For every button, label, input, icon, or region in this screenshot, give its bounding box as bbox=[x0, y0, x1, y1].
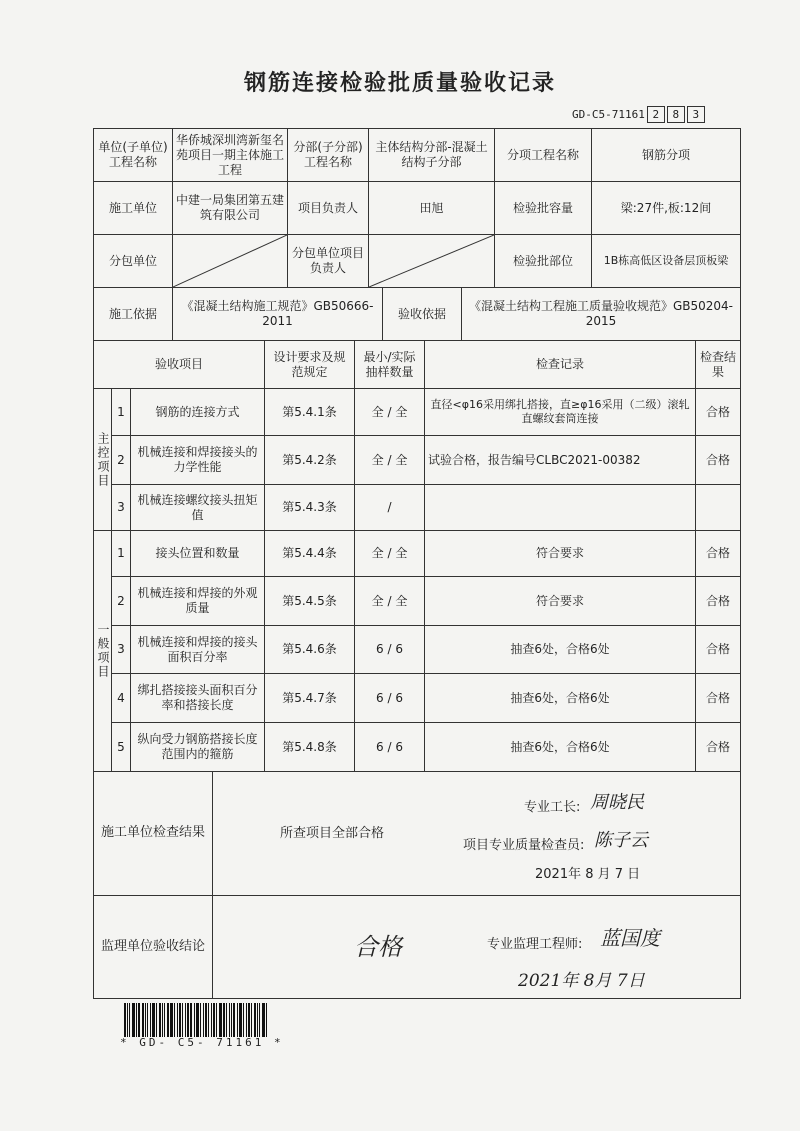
contractor-value: 中建一局集团第五建筑有限公司 bbox=[172, 181, 288, 235]
row-sample: 6 / 6 bbox=[354, 673, 425, 723]
supervision-date: 2021年 8月 7日 bbox=[518, 971, 645, 991]
row-sample: / bbox=[354, 484, 425, 531]
main-group-label: 主控项目 bbox=[93, 388, 112, 531]
subcontractor-label: 分包单位 bbox=[93, 234, 173, 288]
barcode-bar bbox=[219, 1003, 222, 1037]
row-sample: 全 / 全 bbox=[354, 576, 425, 626]
capacity-value: 梁:27件,板:12间 bbox=[591, 181, 741, 235]
row-record: 符合要求 bbox=[424, 530, 696, 577]
row-no: 1 bbox=[111, 388, 131, 436]
row-name: 机械连接和焊接接头的力学性能 bbox=[130, 435, 265, 485]
row-sample: 全 / 全 bbox=[354, 435, 425, 485]
barcode-bar bbox=[243, 1003, 244, 1037]
row-record: 符合要求 bbox=[424, 576, 696, 626]
barcode-bar bbox=[152, 1003, 155, 1037]
barcode-bar bbox=[150, 1003, 151, 1037]
row-result: 合格 bbox=[695, 576, 741, 626]
accept-label: 验收依据 bbox=[382, 287, 462, 341]
barcode-bar bbox=[248, 1003, 250, 1037]
barcode-bar bbox=[208, 1003, 209, 1037]
barcode-bar bbox=[200, 1003, 201, 1037]
capacity-label: 检验批容量 bbox=[494, 181, 592, 235]
row-clause: 第5.4.8条 bbox=[264, 722, 355, 772]
item-label: 分项工程名称 bbox=[494, 128, 592, 182]
barcode-bar bbox=[179, 1003, 181, 1037]
row-record: 抽查6处，合格6处 bbox=[424, 625, 696, 674]
row-result: 合格 bbox=[695, 673, 741, 723]
row-result bbox=[695, 484, 741, 531]
barcode-bar bbox=[187, 1003, 189, 1037]
page-title: 钢筋连接检验批质量验收记录 bbox=[243, 71, 556, 96]
construction-date: 2021年 8 月 7 日 bbox=[535, 867, 641, 882]
form-code-box: 2 bbox=[647, 106, 665, 123]
col-record: 检查记录 bbox=[424, 340, 696, 389]
barcode-bar bbox=[205, 1003, 207, 1037]
row-name: 机械连接螺纹接头扭矩值 bbox=[130, 484, 265, 531]
location-label: 检验批部位 bbox=[494, 234, 592, 288]
row-sample: 全 / 全 bbox=[354, 530, 425, 577]
barcode-bar bbox=[266, 1003, 267, 1037]
row-no: 2 bbox=[111, 576, 131, 626]
row-no: 3 bbox=[111, 625, 131, 674]
unit-label: 单位(子单位)工程名称 bbox=[93, 128, 173, 182]
engineer-label: 专业监理工程师: bbox=[487, 937, 583, 952]
foreman-signature: 周晓民 bbox=[590, 792, 644, 813]
construction-conclusion: 所查项目全部合格 bbox=[280, 826, 385, 841]
item-value: 钢筋分项 bbox=[591, 128, 741, 182]
row-record: 抽查6处，合格6处 bbox=[424, 673, 696, 723]
supervision-conclusion: 合格 bbox=[354, 933, 402, 961]
pm-label: 项目负责人 bbox=[287, 181, 369, 235]
barcode-bar bbox=[145, 1003, 146, 1037]
barcode-bar bbox=[239, 1003, 242, 1037]
inspector-label: 项目专业质量检查员: bbox=[463, 838, 585, 853]
basis-value: 《混凝土结构施工规范》GB50666-2011 bbox=[172, 287, 383, 341]
row-sample: 全 / 全 bbox=[354, 388, 425, 436]
row-name: 纵向受力钢筋搭接长度范围内的箍筋 bbox=[130, 722, 265, 772]
row-name: 接头位置和数量 bbox=[130, 530, 265, 577]
general-group-label: 一般项目 bbox=[93, 530, 112, 772]
barcode-bar bbox=[257, 1003, 258, 1037]
col-result: 检查结果 bbox=[695, 340, 741, 389]
barcode-bar bbox=[254, 1003, 256, 1037]
barcode-bar bbox=[167, 1003, 169, 1037]
barcode-bar bbox=[164, 1003, 165, 1037]
supervision-box bbox=[212, 895, 741, 999]
barcode-bar bbox=[259, 1003, 260, 1037]
row-clause: 第5.4.3条 bbox=[264, 484, 355, 531]
barcode-bar bbox=[129, 1003, 130, 1037]
sub-value: 主体结构分部-混凝土结构子分部 bbox=[368, 128, 495, 182]
barcode-bar bbox=[124, 1003, 126, 1037]
row-clause: 第5.4.1条 bbox=[264, 388, 355, 436]
row-record bbox=[424, 484, 696, 531]
row-result: 合格 bbox=[695, 530, 741, 577]
sub-pm-label: 分包单位项目负责人 bbox=[287, 234, 369, 288]
row-record: 直径<φ16采用绑扎搭接，直≥φ16采用（二级）滚轧直螺纹套筒连接 bbox=[424, 388, 696, 436]
row-no: 5 bbox=[111, 722, 131, 772]
barcode-bar bbox=[251, 1003, 252, 1037]
empty-cell-slash bbox=[173, 235, 287, 287]
col-design: 设计要求及规范规定 bbox=[264, 340, 355, 389]
form-code-box: 8 bbox=[667, 106, 685, 123]
barcode-bar bbox=[237, 1003, 238, 1037]
row-clause: 第5.4.4条 bbox=[264, 530, 355, 577]
barcode-bar bbox=[159, 1003, 161, 1037]
row-clause: 第5.4.6条 bbox=[264, 625, 355, 674]
row-result: 合格 bbox=[695, 625, 741, 674]
barcode-bar bbox=[127, 1003, 128, 1037]
barcode-bar bbox=[223, 1003, 225, 1037]
barcode-bar bbox=[216, 1003, 217, 1037]
barcode-text: * GD- C5- 71161 * bbox=[120, 1036, 284, 1049]
row-clause: 第5.4.7条 bbox=[264, 673, 355, 723]
barcode-bar bbox=[262, 1003, 265, 1037]
accept-value: 《混凝土结构工程施工质量验收规范》GB50204-2015 bbox=[461, 287, 741, 341]
row-sample: 6 / 6 bbox=[354, 722, 425, 772]
barcode-bar bbox=[185, 1003, 186, 1037]
row-result: 合格 bbox=[695, 722, 741, 772]
barcode-bar bbox=[203, 1003, 204, 1037]
form-code-prefix: GD-C5-71161 bbox=[572, 108, 645, 121]
row-no: 3 bbox=[111, 484, 131, 531]
barcode bbox=[124, 1003, 284, 1037]
row-no: 2 bbox=[111, 435, 131, 485]
row-sample: 6 / 6 bbox=[354, 625, 425, 674]
barcode-bar bbox=[213, 1003, 215, 1037]
barcode-bar bbox=[231, 1003, 232, 1037]
sub-label: 分部(子分部)工程名称 bbox=[287, 128, 369, 182]
barcode-bar bbox=[226, 1003, 227, 1037]
barcode-bar bbox=[211, 1003, 212, 1037]
barcode-bar bbox=[156, 1003, 157, 1037]
barcode-bar bbox=[136, 1003, 137, 1037]
barcode-bar bbox=[233, 1003, 235, 1037]
basis-label: 施工依据 bbox=[93, 287, 173, 341]
contractor-label: 施工单位 bbox=[93, 181, 173, 235]
col-sample: 最小/实际抽样数量 bbox=[354, 340, 425, 389]
construction-label: 施工单位检查结果 bbox=[93, 771, 213, 896]
foreman-label: 专业工长: bbox=[524, 800, 581, 815]
engineer-signature: 蓝国度 bbox=[600, 926, 660, 950]
row-name: 机械连接和焊接的外观质量 bbox=[130, 576, 265, 626]
barcode-bar bbox=[182, 1003, 183, 1037]
row-record: 抽查6处，合格6处 bbox=[424, 722, 696, 772]
row-name: 绑扎搭接接头面积百分率和搭接长度 bbox=[130, 673, 265, 723]
row-name: 钢筋的连接方式 bbox=[130, 388, 265, 436]
row-result: 合格 bbox=[695, 435, 741, 485]
barcode-bar bbox=[190, 1003, 192, 1037]
row-name: 机械连接和焊接的接头面积百分率 bbox=[130, 625, 265, 674]
supervision-label: 监理单位验收结论 bbox=[93, 895, 213, 999]
inspector-signature: 陈子云 bbox=[594, 830, 648, 851]
barcode-bar bbox=[229, 1003, 230, 1037]
barcode-bar bbox=[194, 1003, 195, 1037]
row-no: 1 bbox=[111, 530, 131, 577]
row-record: 试验合格，报告编号CLBC2021-00382 bbox=[424, 435, 696, 485]
location-value: 1B栋高低区设备层顶板梁 bbox=[591, 234, 741, 288]
pm-value: 田旭 bbox=[368, 181, 495, 235]
col-item: 验收项目 bbox=[93, 340, 265, 389]
row-clause: 第5.4.2条 bbox=[264, 435, 355, 485]
row-no: 4 bbox=[111, 673, 131, 723]
empty-cell-slash bbox=[369, 235, 494, 287]
form-code bbox=[572, 106, 705, 123]
row-result: 合格 bbox=[695, 388, 741, 436]
barcode-bar bbox=[142, 1003, 144, 1037]
barcode-bar bbox=[177, 1003, 178, 1037]
barcode-bar bbox=[170, 1003, 173, 1037]
barcode-bar bbox=[162, 1003, 163, 1037]
unit-value: 华侨城深圳湾新玺名苑项目一期主体施工工程 bbox=[172, 128, 288, 182]
row-clause: 第5.4.5条 bbox=[264, 576, 355, 626]
barcode-bar bbox=[132, 1003, 135, 1037]
form-code-box: 3 bbox=[687, 106, 705, 123]
barcode-bar bbox=[246, 1003, 247, 1037]
barcode-bar bbox=[138, 1003, 140, 1037]
barcode-bar bbox=[174, 1003, 175, 1037]
barcode-bar bbox=[196, 1003, 199, 1037]
barcode-bar bbox=[147, 1003, 148, 1037]
